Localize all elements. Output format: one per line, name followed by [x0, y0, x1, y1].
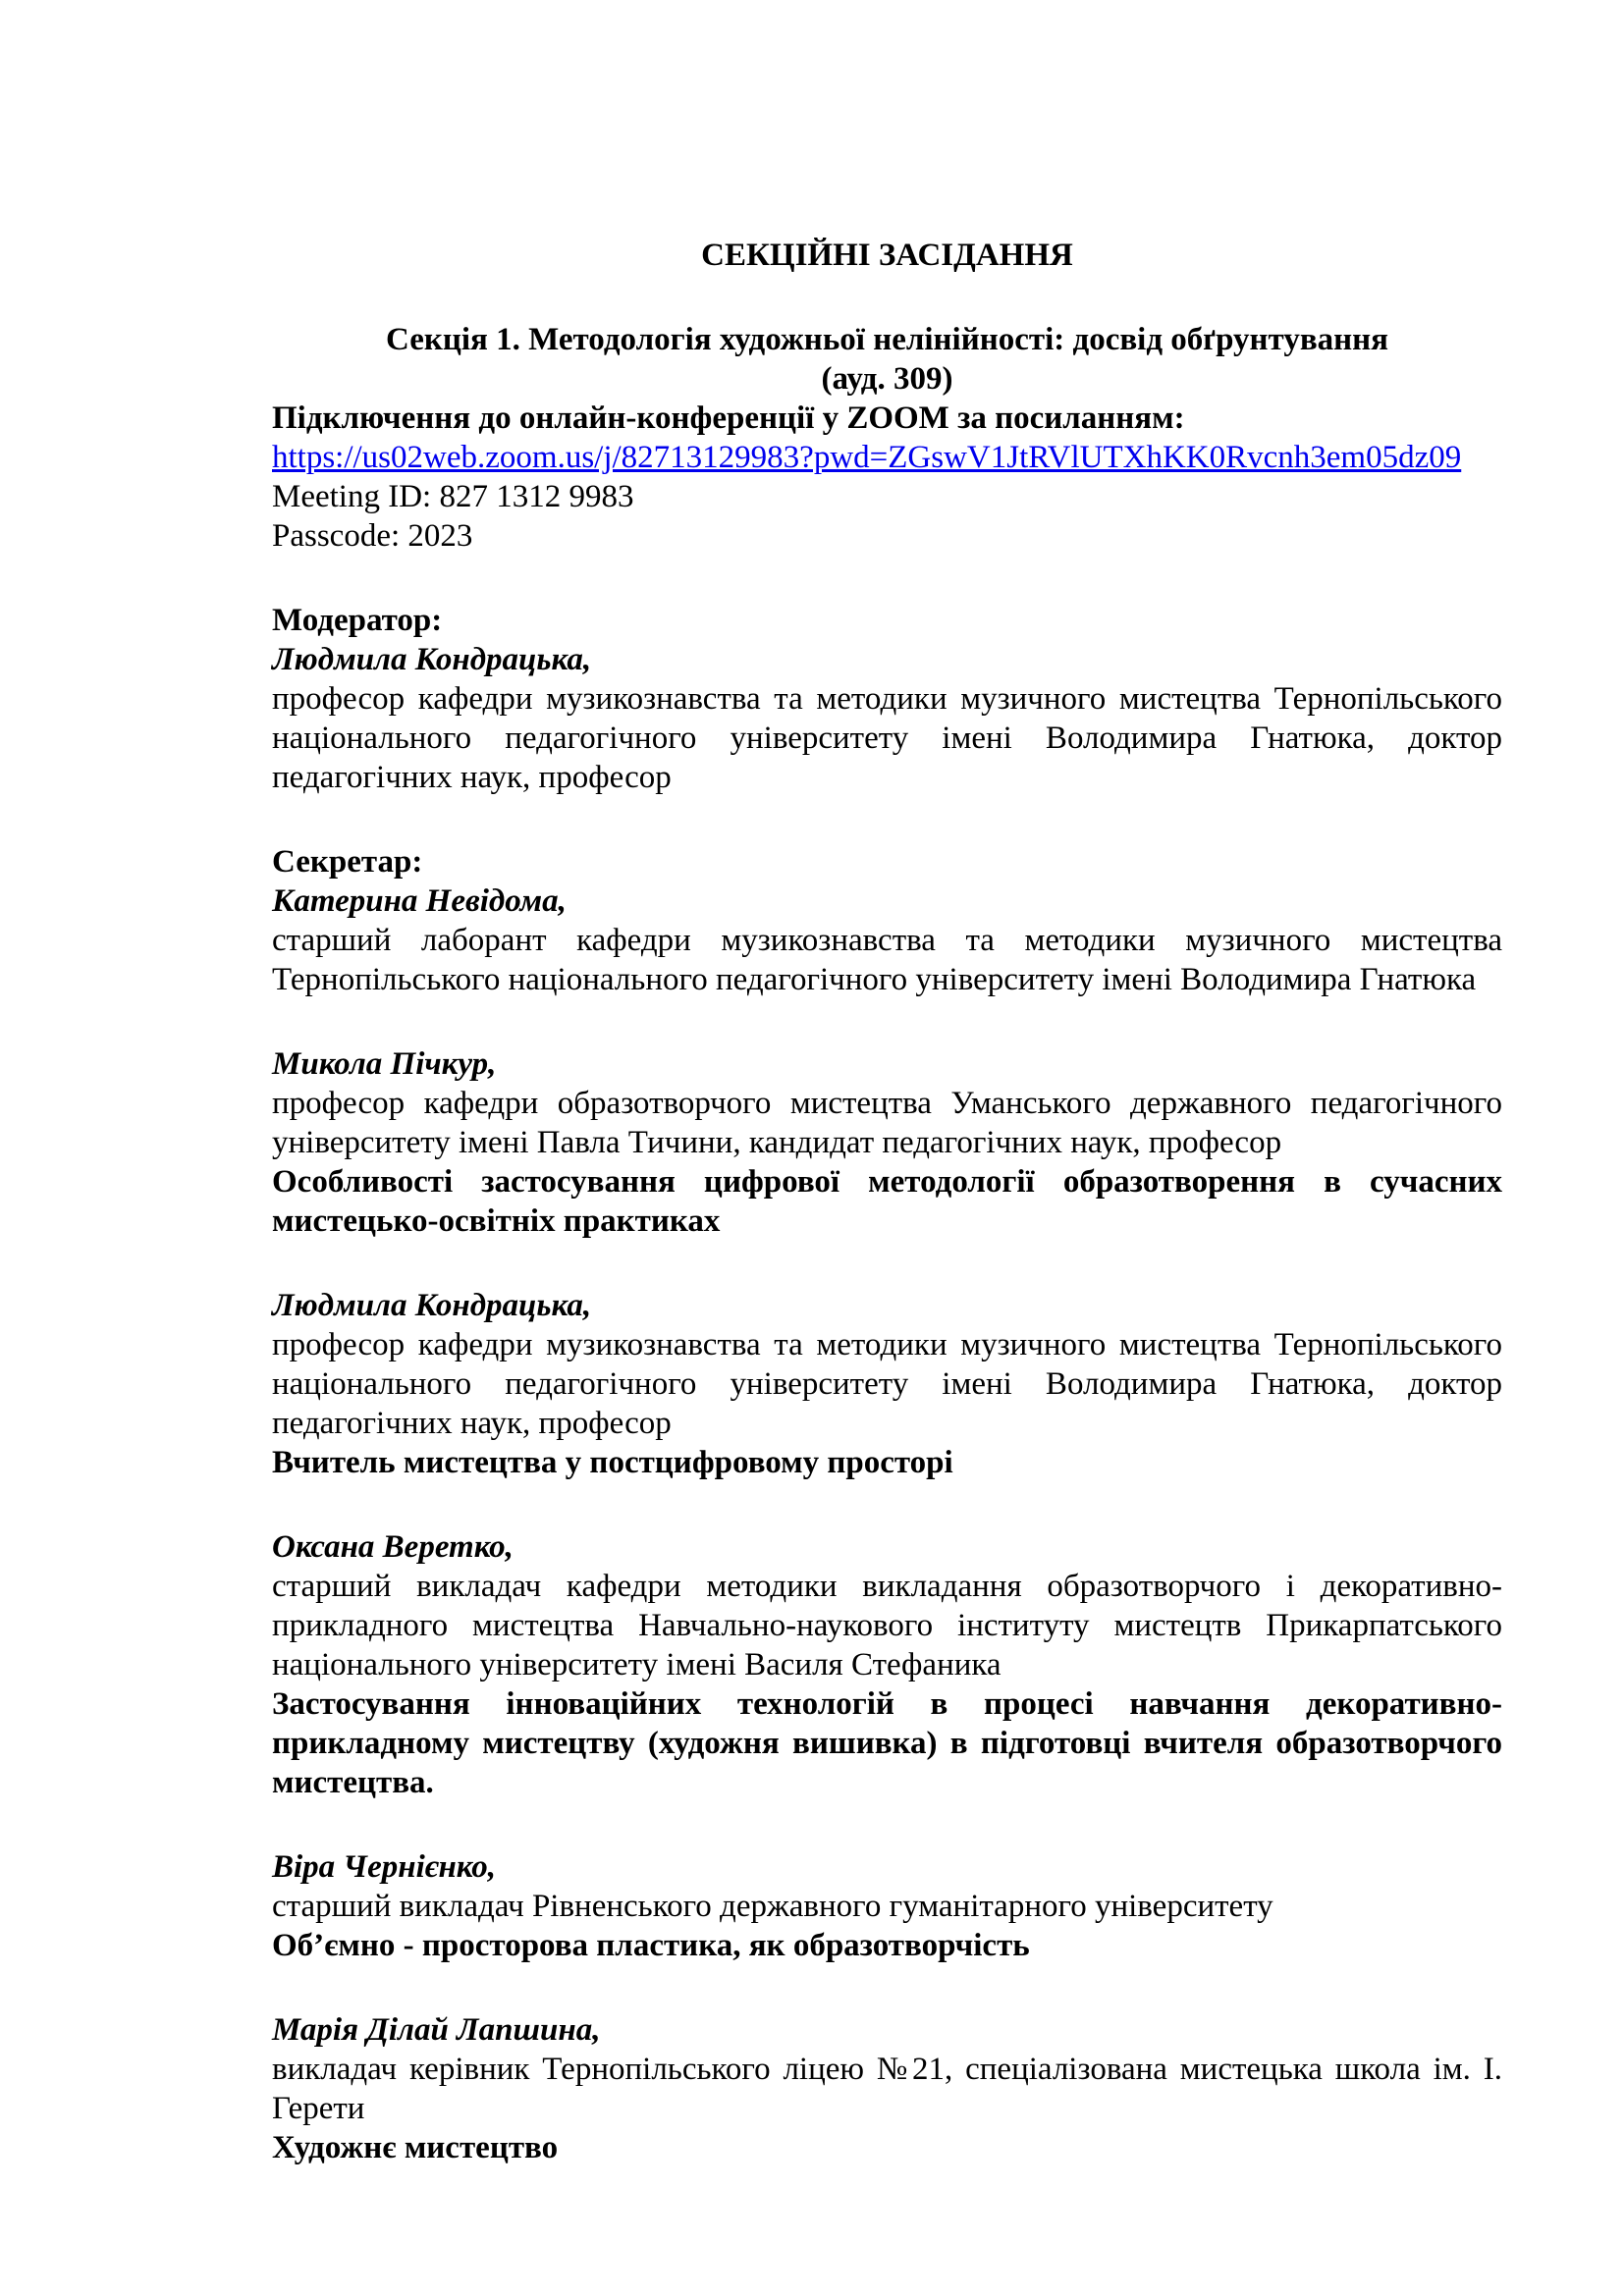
speaker-block — [272, 1847, 1502, 1965]
talk-title: Вчитель мистецтва у постцифровому просторі — [272, 1445, 953, 1480]
spacer — [272, 1965, 1502, 2010]
talk-title: Застосування інноваційних технологій в процесі навчання декоративно-прикладному мистецтву (художня вишивка) в підготовці вчителя образотворчого мистецтва. — [272, 1686, 1502, 1800]
spacer — [272, 275, 1502, 320]
talk-title: Особливості застосування цифрової методології образотворення в сучасних мистецько-освітніх практиках — [272, 1164, 1502, 1239]
meeting-id: Meeting ID: 827 1312 9983 — [272, 479, 634, 514]
zoom-connection-label: Підключення до онлайн-конференції у ZOOM за посиланням: — [272, 400, 1185, 436]
official-affiliation: старший лаборант кафедри музикознавства та методики музичного мистецтва Тернопільського національного педагогічного університету імені Володимира Гнатюка — [272, 923, 1502, 997]
speaker-affiliation: професор кафедри образотворчого мистецтва Уманського державного педагогічного університету імені Павла Тичини, кандидат педагогічних наук, професор — [272, 1086, 1502, 1160]
zoom-link-line — [272, 438, 1502, 477]
official-role: Модератор: — [272, 603, 443, 638]
official-affiliation: професор кафедри музикознавства та методики музичного мистецтва Тернопільського національного педагогічного університету імені Володимира Гнатюка, доктор педагогічних наук, професор — [272, 681, 1502, 795]
speaker-name: Оксана Веретко, — [272, 1529, 514, 1565]
section-room: (ауд. 309) — [821, 361, 953, 397]
spacer — [272, 1802, 1502, 1847]
speaker-affiliation: старший викладач кафедри методики викладання образотворчого і декоративно-прикладного мистецтва Навчально-наукового інституту мистецтв Прикарпатського національного університету імені Василя Стефаника — [272, 1569, 1502, 1682]
official-name: Катерина Невідома, — [272, 883, 567, 919]
speaker-block — [272, 1527, 1502, 1802]
official-block-moderator — [272, 601, 1502, 797]
zoom-link[interactable]: https://us02web.zoom.us/j/82713129983?pwd=ZGswV1JtRVlUTXhKK0Rvcnh3em05dz09 — [272, 440, 1462, 475]
spacer — [272, 1241, 1502, 1286]
speaker-affiliation: професор кафедри музикознавства та методики музичного мистецтва Тернопільського національного педагогічного університету імені Володимира Гнатюка, доктор педагогічних наук, професор — [272, 1327, 1502, 1441]
talk-title: Об’ємно - просторова пластика, як образотворчість — [272, 1928, 1030, 1963]
speaker-block — [272, 2010, 1502, 2167]
speaker-name: Віра Чернієнко, — [272, 1849, 496, 1885]
official-role: Секретар: — [272, 844, 423, 880]
speaker-affiliation: старший викладач Рівненського державного гуманітарного університету — [272, 1889, 1273, 1924]
speaker-affiliation: викладач керівник Тернопільського ліцею №21, спеціалізована мистецька школа ім. І. Герети — [272, 2052, 1502, 2126]
spacer — [272, 999, 1502, 1044]
spacer — [272, 1482, 1502, 1527]
speaker-block — [272, 1044, 1502, 1241]
page-title: СЕКЦІЙНІ ЗАСІДАННЯ — [701, 238, 1073, 273]
spacer — [272, 556, 1502, 601]
spacer — [272, 797, 1502, 842]
talk-title: Художнє мистецтво — [272, 2130, 559, 2165]
official-name: Людмила Кондрацька, — [272, 642, 592, 677]
speaker-block — [272, 1286, 1502, 1482]
section-heading: Секція 1. Методологія художньої нелінійності: досвід обґрунтування — [385, 322, 1389, 357]
speaker-name: Людмила Кондрацька, — [272, 1288, 592, 1323]
speaker-name: Марія Ділай Лапшина, — [272, 2012, 601, 2048]
speaker-name: Микола Пічкур, — [272, 1046, 497, 1082]
passcode: Passcode: 2023 — [272, 518, 473, 554]
official-block-secretary — [272, 842, 1502, 999]
